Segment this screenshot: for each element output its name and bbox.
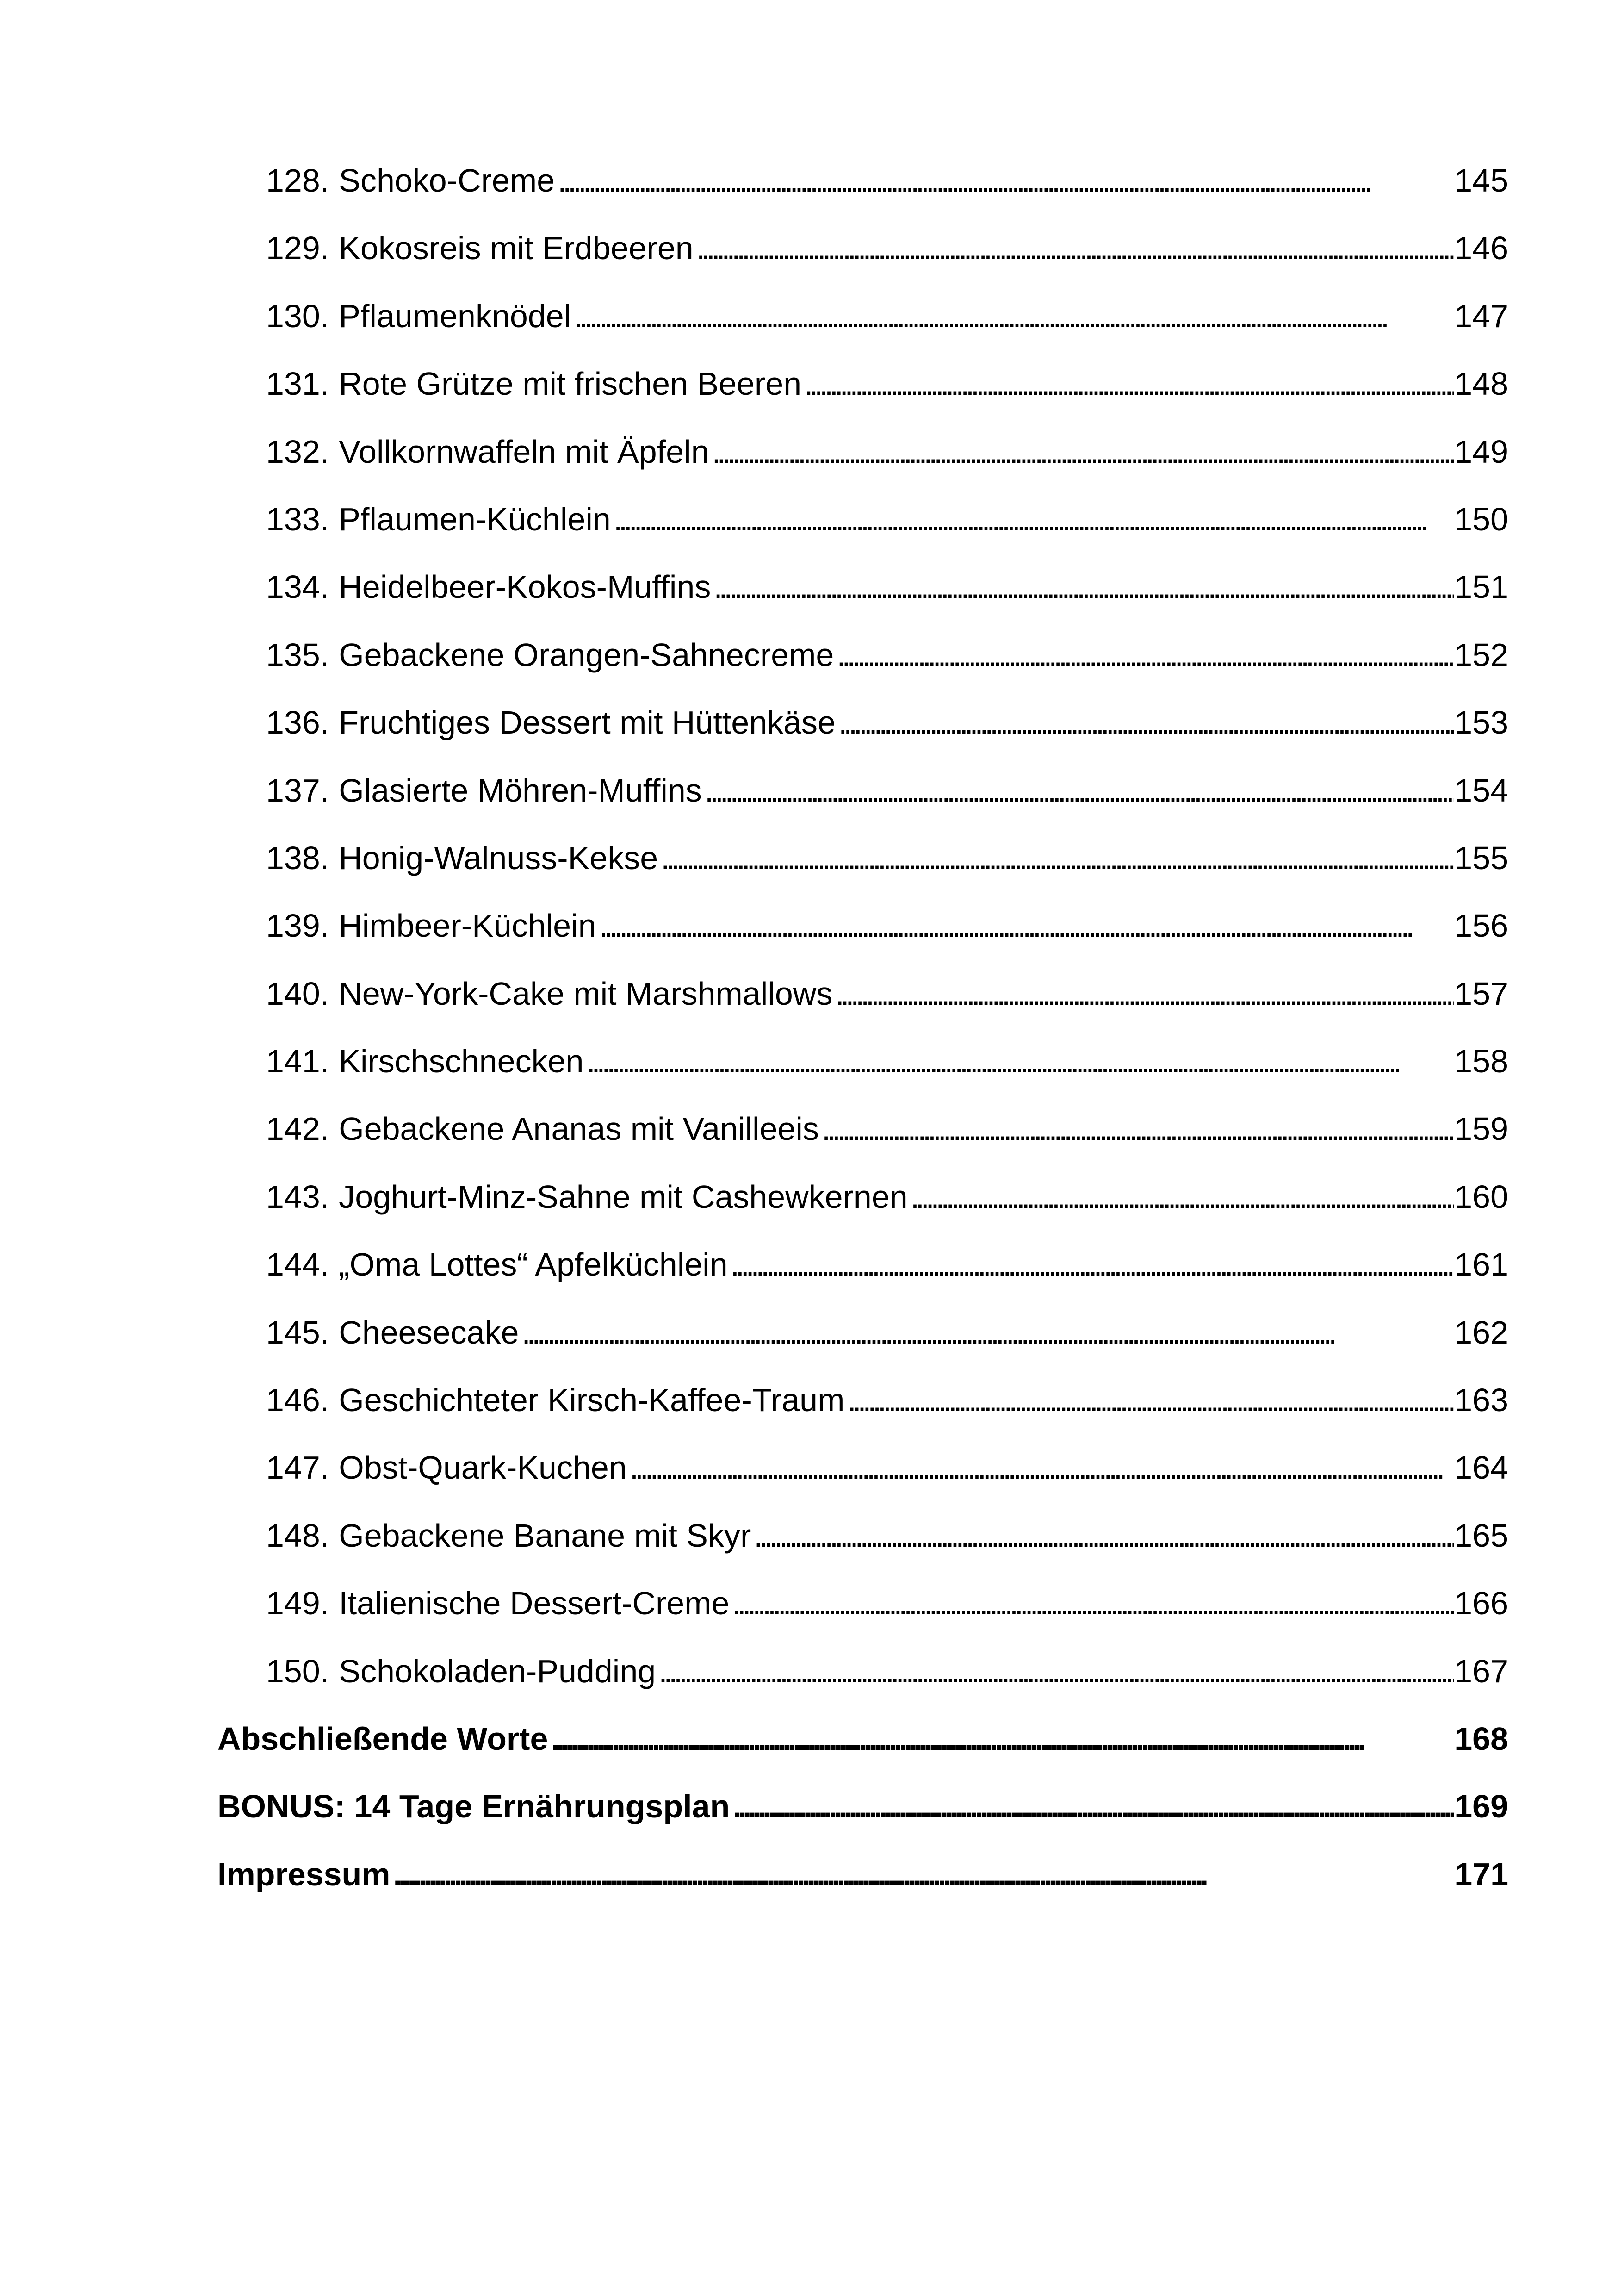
toc-section-page: 171 [1454, 1856, 1508, 1892]
toc-entry[interactable] [217, 909, 1508, 977]
dot-leader [801, 367, 1454, 400]
toc-entry-number: 143. [266, 1178, 329, 1215]
toc-entry-page: 163 [1454, 1382, 1508, 1419]
toc-entry[interactable] [217, 1655, 1508, 1723]
toc-entry-title: Pflaumenknödel [339, 298, 571, 334]
toc-entry-page: 164 [1454, 1450, 1508, 1486]
toc-section[interactable] [217, 1858, 1508, 1926]
toc-entry-number: 140. [266, 975, 329, 1012]
toc-entry-number: 137. [266, 772, 329, 809]
toc-entry-page: 155 [1454, 840, 1508, 876]
toc-entry-title: Geschichteter Kirsch-Kaffee-Traum [339, 1382, 845, 1419]
toc-entry[interactable] [217, 1248, 1508, 1316]
toc-entry-page: 151 [1454, 569, 1508, 605]
toc-entry-number: 146. [266, 1382, 329, 1419]
toc-entry-number: 145. [266, 1314, 329, 1350]
table-of-contents [217, 164, 1508, 1926]
toc-entry-page: 152 [1454, 636, 1508, 673]
toc-entry[interactable] [217, 232, 1508, 299]
dot-leader [844, 1384, 1454, 1416]
toc-entry[interactable] [217, 1384, 1508, 1451]
toc-entry-number: 129. [266, 230, 329, 267]
toc-entry[interactable] [217, 1519, 1508, 1587]
toc-entry[interactable] [217, 367, 1508, 435]
toc-entry-page: 157 [1454, 975, 1508, 1012]
toc-entry-title: Gebackene Banane mit Skyr [339, 1517, 751, 1554]
toc-entry[interactable] [217, 164, 1508, 232]
dot-leader [729, 1587, 1454, 1619]
toc-entry-page: 158 [1454, 1043, 1508, 1080]
toc-section-title: Impressum [217, 1856, 391, 1892]
dot-leader [836, 706, 1454, 739]
toc-section-title: Abschließende Worte [217, 1720, 548, 1757]
dot-leader [390, 1858, 1454, 1891]
toc-entry-number: 144. [266, 1246, 329, 1283]
dot-leader [751, 1519, 1454, 1552]
toc-entry[interactable] [217, 636, 1508, 706]
toc-entry[interactable] [217, 977, 1508, 1045]
dot-leader [709, 436, 1455, 468]
toc-entry-number: 136. [266, 704, 329, 741]
dot-leader [711, 571, 1454, 603]
toc-entry-number: 149. [266, 1585, 329, 1622]
toc-entry-page: 166 [1454, 1585, 1508, 1622]
toc-entry-page: 160 [1454, 1178, 1508, 1215]
toc-entry[interactable] [217, 1451, 1508, 1519]
toc-entry-title: Glasierte Möhren-Muffins [339, 772, 702, 809]
dot-leader [627, 1451, 1454, 1484]
toc-entry[interactable] [217, 300, 1508, 367]
toc-entry-number: 142. [266, 1111, 329, 1147]
toc-entry-title: Rote Grütze mit frischen Beeren [339, 366, 802, 402]
dot-leader [611, 503, 1454, 535]
toc-entry-number: 133. [266, 501, 329, 537]
toc-section-title: BONUS: 14 Tage Ernährungsplan [217, 1788, 730, 1825]
toc-section-page: 168 [1454, 1720, 1508, 1757]
dot-leader [728, 1248, 1455, 1281]
toc-entry-title: Honig-Walnuss-Kekse [339, 840, 658, 876]
toc-entry[interactable] [217, 706, 1508, 774]
toc-entry-title: Vollkornwaffeln mit Äpfeln [339, 433, 709, 470]
toc-entry-page: 159 [1454, 1111, 1508, 1147]
toc-entry-title: Schoko-Creme [339, 162, 555, 199]
toc-entry-title: Joghurt-Minz-Sahne mit Cashewkernen [339, 1178, 908, 1215]
toc-entry[interactable] [217, 1045, 1508, 1113]
toc-entry[interactable] [217, 1316, 1508, 1384]
toc-entry-title: Schokoladen-Pudding [339, 1653, 656, 1689]
dot-leader [694, 232, 1455, 264]
toc-entry-number: 148. [266, 1517, 329, 1554]
toc-entry[interactable] [217, 1113, 1508, 1180]
toc-entry-title: Italienische Dessert-Creme [339, 1585, 730, 1622]
dot-leader [583, 1045, 1454, 1077]
toc-entry-number: 132. [266, 433, 329, 470]
toc-entry-page: 146 [1454, 230, 1508, 267]
toc-entry[interactable] [217, 503, 1508, 571]
dot-leader [832, 977, 1454, 1010]
toc-entry-title: Kirschschnecken [339, 1043, 584, 1080]
toc-entry-title: Himbeer-Küchlein [339, 908, 596, 944]
toc-entry-number: 131. [266, 366, 329, 402]
dot-leader [571, 300, 1454, 332]
toc-entry-number: 128. [266, 162, 329, 199]
dot-leader [730, 1790, 1454, 1823]
toc-entry[interactable] [217, 1178, 1508, 1248]
toc-entry[interactable] [217, 433, 1508, 503]
toc-entry-page: 154 [1454, 772, 1508, 809]
toc-entry-title: Heidelbeer-Kokos-Muffins [339, 569, 711, 605]
toc-entry[interactable] [217, 571, 1508, 638]
toc-entry-title: Obst-Quark-Kuchen [339, 1450, 627, 1486]
toc-entry-page: 162 [1454, 1314, 1508, 1350]
toc-entry-number: 147. [266, 1450, 329, 1486]
toc-entry-page: 167 [1454, 1653, 1508, 1689]
toc-entry-title: Kokosreis mit Erdbeeren [339, 230, 694, 267]
toc-entry-number: 138. [266, 840, 329, 876]
toc-entry-page: 145 [1454, 162, 1508, 199]
toc-section[interactable] [217, 1720, 1508, 1790]
dot-leader [658, 842, 1454, 874]
toc-entry-page: 148 [1454, 366, 1508, 402]
toc-entry-number: 130. [266, 298, 329, 334]
dot-leader [596, 909, 1455, 942]
dot-leader [656, 1655, 1454, 1687]
dot-leader [819, 1113, 1454, 1145]
toc-entry-title: Pflaumen-Küchlein [339, 501, 611, 537]
dot-leader [702, 774, 1454, 807]
toc-entry-title: Fruchtiges Dessert mit Hüttenkäse [339, 704, 836, 741]
toc-entry-page: 150 [1454, 501, 1508, 537]
toc-entry-title: Gebackene Ananas mit Vanilleeis [339, 1111, 819, 1147]
dot-leader [519, 1316, 1454, 1349]
dot-leader [908, 1181, 1455, 1213]
toc-entry-number: 150. [266, 1653, 329, 1689]
toc-entry-number: 135. [266, 636, 329, 673]
dot-leader [834, 639, 1454, 671]
toc-entry-title: Cheesecake [339, 1314, 519, 1350]
toc-entry-page: 153 [1454, 704, 1508, 741]
toc-entry[interactable] [217, 774, 1508, 842]
toc-entry-title: „Oma Lottes“ Apfelküchlein [339, 1246, 728, 1283]
toc-section[interactable] [217, 1790, 1508, 1858]
toc-entry-page: 149 [1454, 433, 1508, 470]
toc-entry-page: 161 [1454, 1246, 1508, 1283]
toc-entry-number: 139. [266, 908, 329, 944]
dot-leader [548, 1723, 1454, 1755]
toc-entry[interactable] [217, 1587, 1508, 1655]
toc-entry-title: New-York-Cake mit Marshmallows [339, 975, 833, 1012]
toc-section-page: 169 [1454, 1788, 1508, 1825]
toc-entry-page: 156 [1454, 908, 1508, 944]
toc-entry-page: 165 [1454, 1517, 1508, 1554]
dot-leader [555, 164, 1454, 197]
toc-entry-number: 141. [266, 1043, 329, 1080]
toc-entry[interactable] [217, 842, 1508, 909]
toc-entry-number: 134. [266, 569, 329, 605]
toc-entry-page: 147 [1454, 298, 1508, 334]
toc-entry-title: Gebackene Orangen-Sahnecreme [339, 636, 834, 673]
